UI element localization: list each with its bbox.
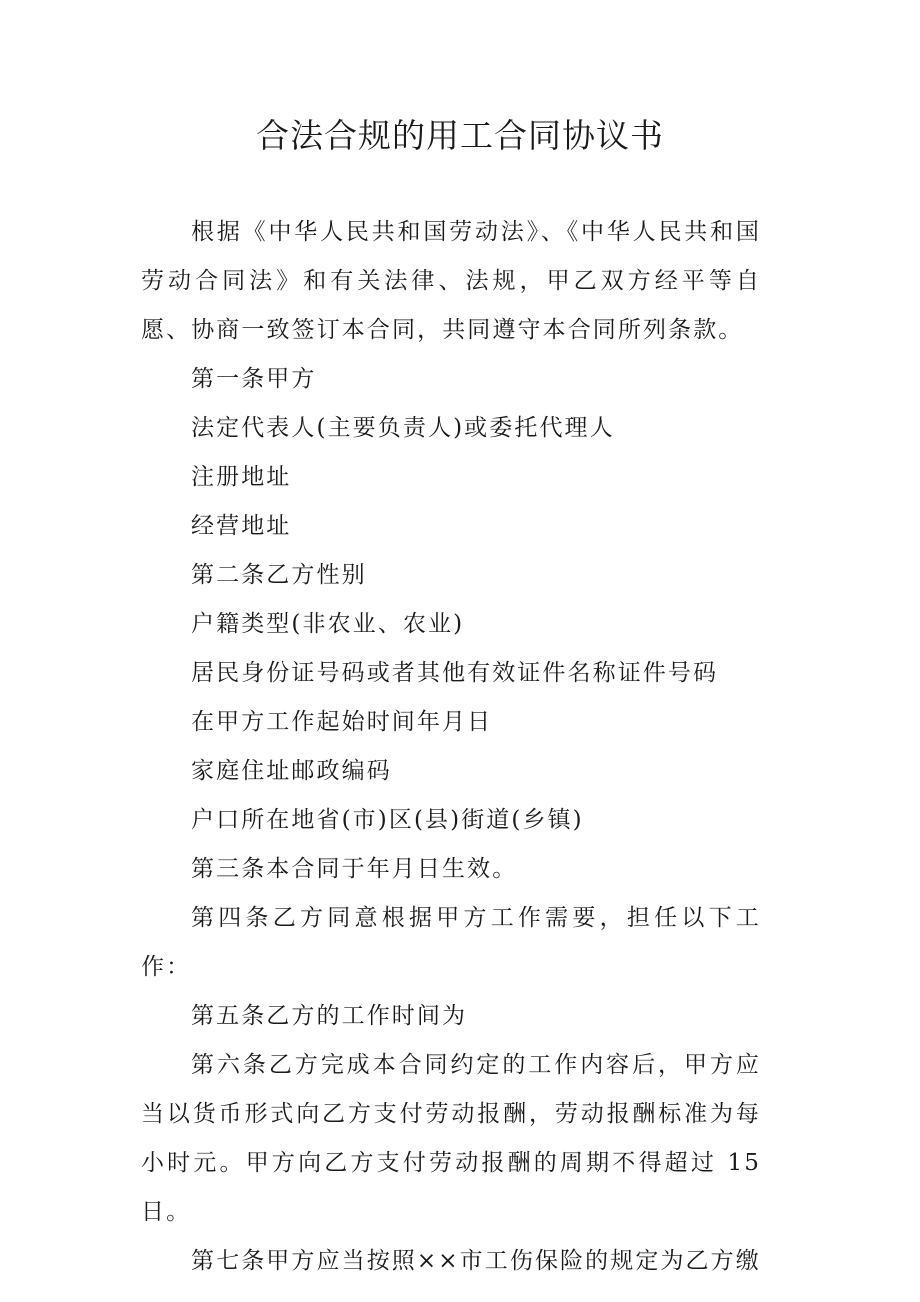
- article-7-injury-insurance: 第七条甲方应当按照××市工伤保险的规定为乙方缴: [191, 1248, 761, 1274]
- preamble-paragraph: 根据《中华人民共和国劳动法》、《中华人民共和国劳动合同法》和有关法律、法规，甲乙双方经平等自愿、协商一致签订本合同，共同遵守本合同所列条款。: [141, 219, 761, 343]
- household-type-line: 户籍类型(非农业、农业): [191, 611, 465, 637]
- article-3-effective-date: 第三条本合同于年月日生效。: [191, 856, 518, 882]
- start-date-line: 在甲方工作起始时间年月日: [191, 709, 493, 735]
- article-5-working-hours: 第五条乙方的工作时间为: [191, 1003, 468, 1029]
- registered-address-line: 注册地址: [191, 464, 292, 490]
- business-address-line: 经营地址: [191, 513, 292, 539]
- id-number-line: 居民身份证号码或者其他有效证件名称证件号码: [191, 660, 719, 686]
- article-4-job-duties: 第四条乙方同意根据甲方工作需要，担任以下工作：: [141, 905, 761, 980]
- hukou-location-line: 户口所在地省(市)区(县)街道(乡镇): [191, 807, 584, 833]
- home-address-line: 家庭住址邮政编码: [191, 758, 392, 784]
- article-6-remuneration: 第六条乙方完成本合同约定的工作内容后，甲方应当以货币形式向乙方支付劳动报酬，劳动报酬标准为每小时元。甲方向乙方支付劳动报酬的周期不得超过 15 日。: [141, 1052, 761, 1225]
- article-2-party-b: 第二条乙方性别: [191, 562, 367, 588]
- article-1-party-a: 第一条甲方: [191, 366, 317, 392]
- legal-representative-line: 法定代表人(主要负责人)或委托代理人: [191, 415, 615, 441]
- document-title: 合法合规的用工合同协议书: [256, 116, 664, 155]
- document-body: [141, 208, 761, 1286]
